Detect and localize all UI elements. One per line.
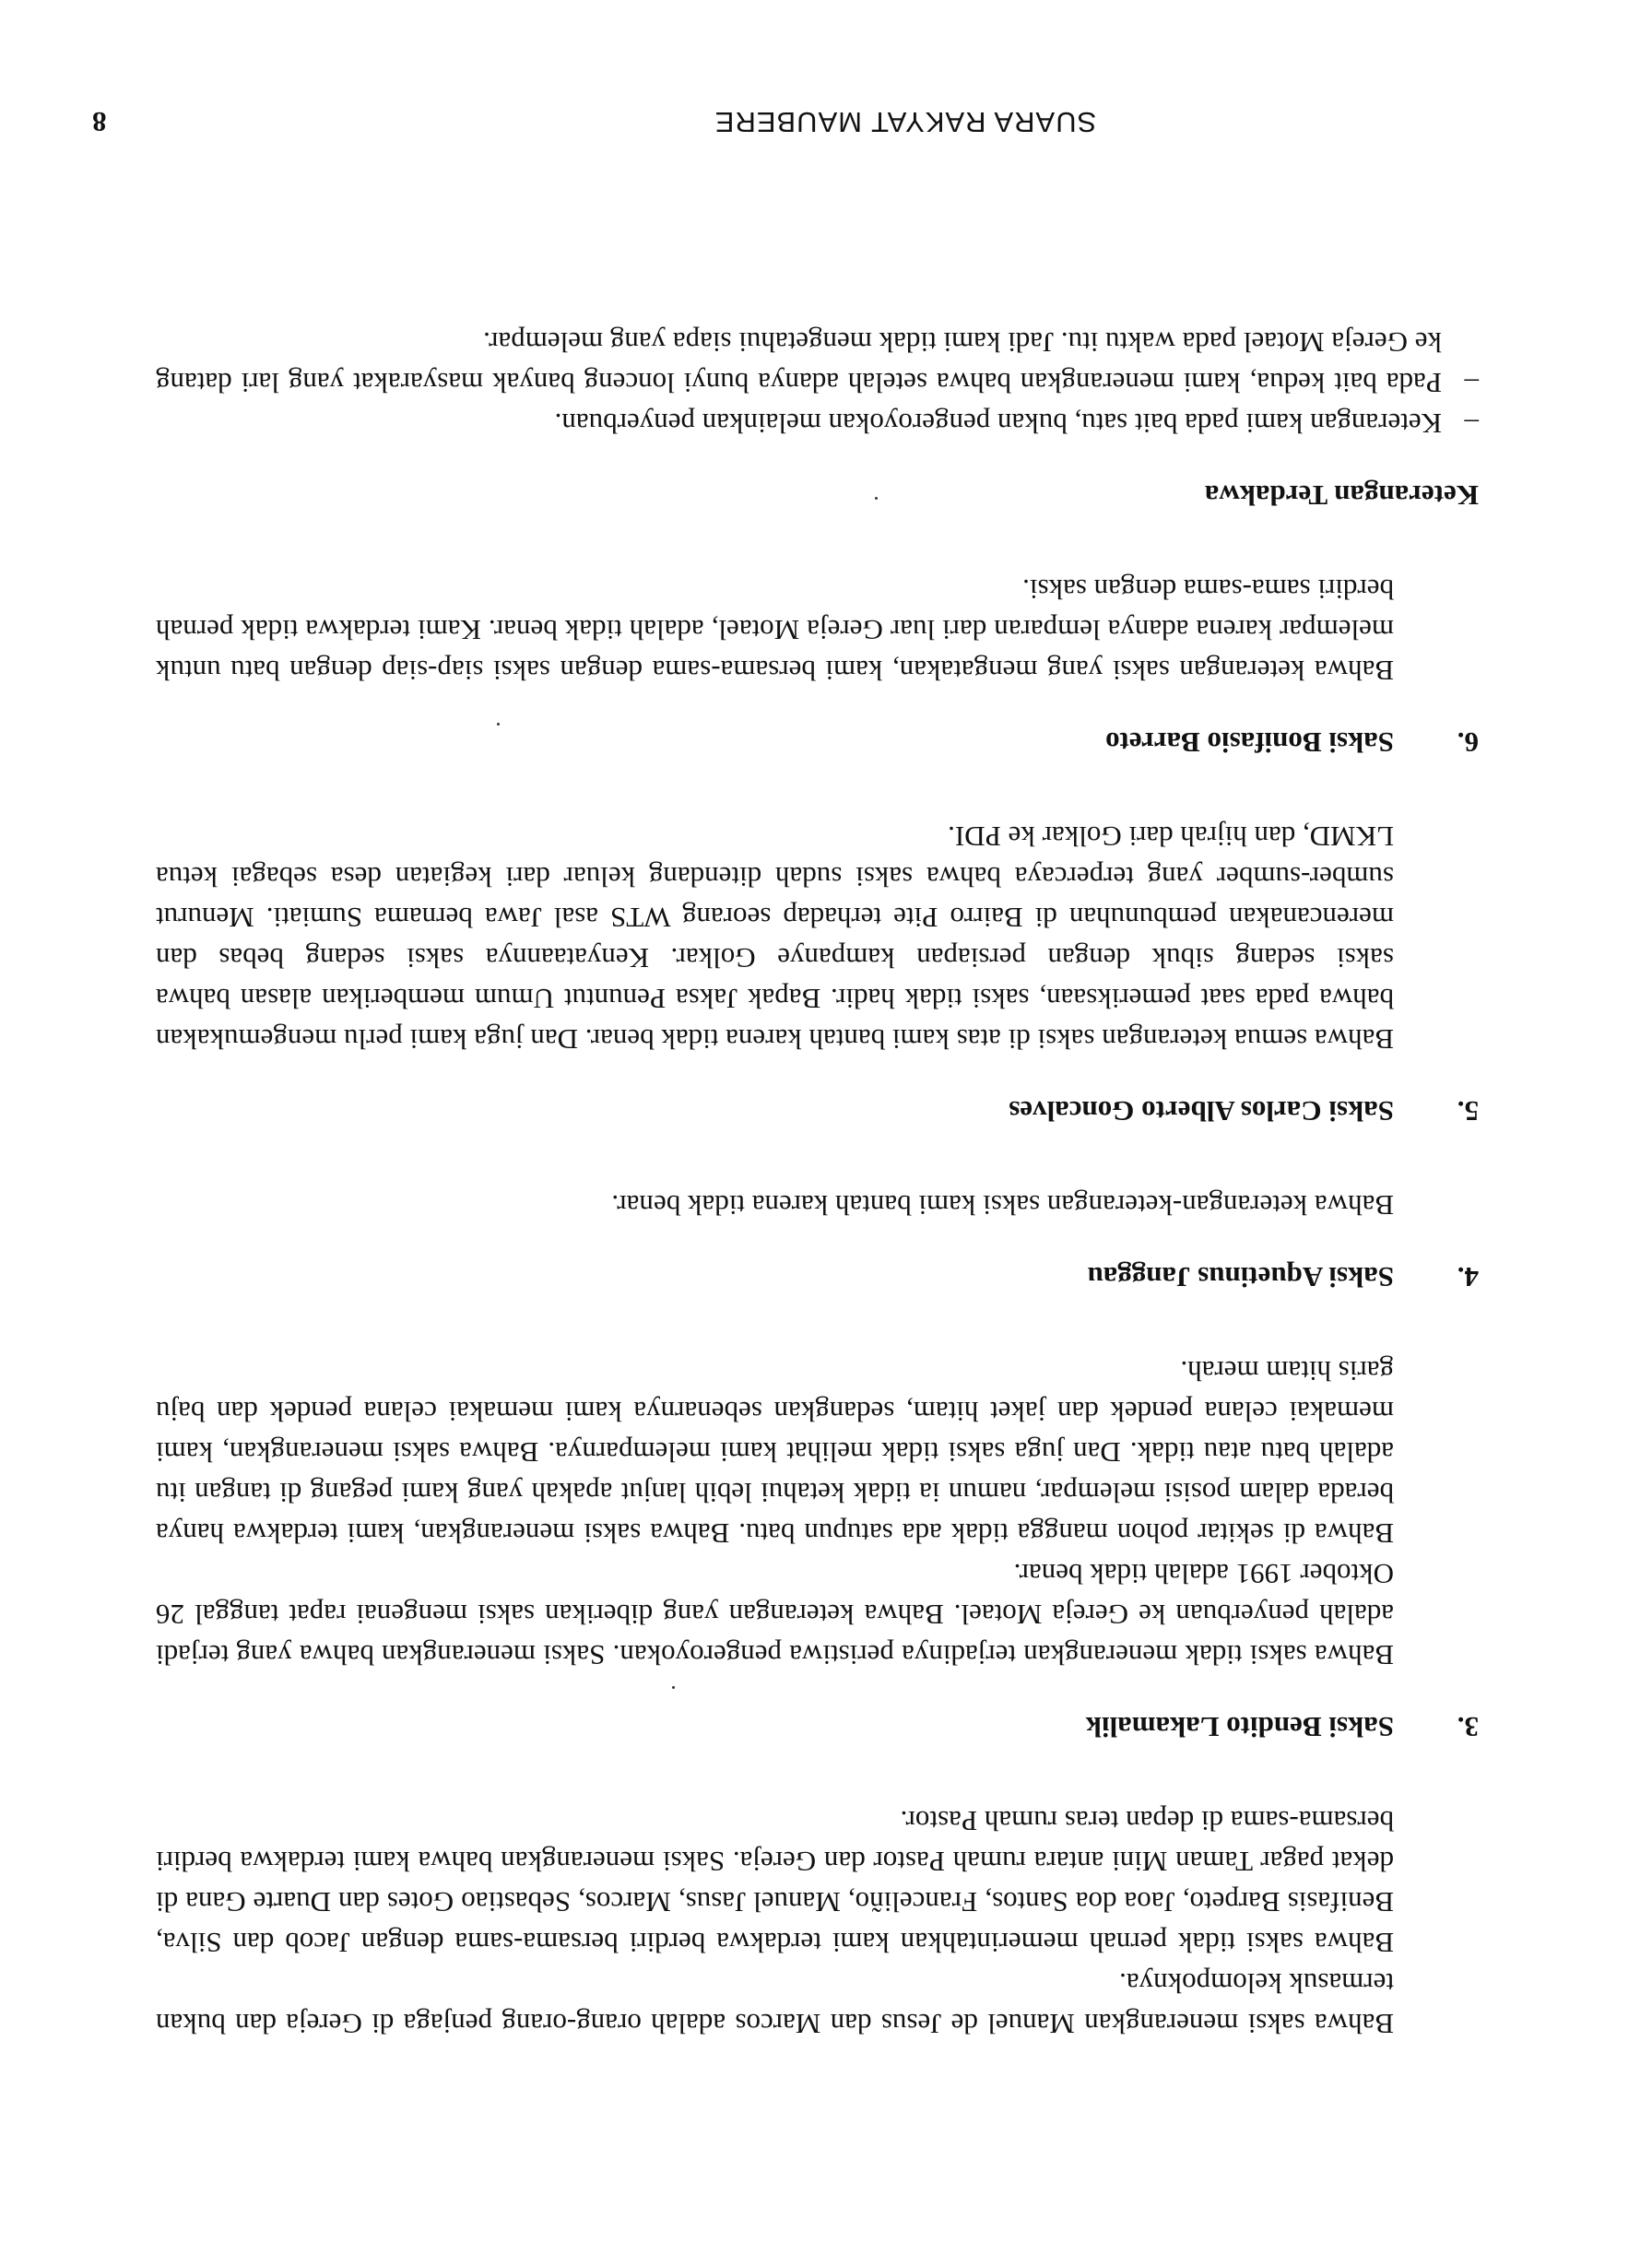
section-5-paragraph-1: Bahwa semua keterangan saksi di atas kami bantah karena tidak benar. Dan juga kami perlu mengemukakan bahwa pada saat pemeriksaan, saksi tidak hadir. Bapak Jaksa Penuntut Umum memberikan alasan bahwa saksi sedang sibuk dengan persiapan kampanye Golkar. Kenyataannya saksi sedang bebas dan merencanakan pembunuhan di Bairro Pite terhadap seorang WTS asal Jawa bernama Sumiati. Menurut sumber-sumber yang terpercaya bahwa saksi sudah ditendang keluar dari kegiatan desa sebagai ketua LKMD, dan hijrah dari Golkar ke PDI.: [156, 820, 1394, 1056]
intro-paragraph-1: Bahwa saksi menerangkan Manuel de Jesus dan Marcos adalah orang-orang penjaga di Gereja dan bukan termasuk kelompoknya.: [156, 1967, 1394, 2040]
section-3-paragraph-2: Bahwa di sekitar pohon mangga tidak ada satupun batu. Bahwa saksi menerangkan, kami terdakwa hanya berada dalam posisi melempar, namun ia tidak ketahui lebih lanjut apakah yang kami pegang di tangan itu adalah batu atau tidak. Dan juga saksi tidak melihat kami melemparnya. Bahwa saksi menerangkan, kami memakai celana pendek dan jaket hitam, sedangkan sebenarnya kami memakai celana pendek dan baju garis hitam merah.: [156, 1355, 1394, 1550]
terdakwa-item: [156, 403, 1479, 443]
section-title: Saksi Aquetinus Janggau: [1087, 1261, 1394, 1293]
section-4-paragraph-1: Bahwa keterangan-keterangan saksi kami bantah karena tidak benar.: [611, 1189, 1394, 1221]
section-3-heading: [156, 1706, 1479, 1747]
page-number: 8: [92, 106, 107, 138]
terdakwa-item-text: Keterangan kami pada bait satu, bukan pengeroyokan melainkan penyerbuan.: [554, 407, 1442, 440]
section-number: 3.: [1457, 1711, 1479, 1743]
section-title: Saksi Bendito Lakamalik: [1085, 1711, 1394, 1743]
section-number: 5.: [1457, 1095, 1479, 1127]
terdakwa-heading: Keterangan Terdakwa: [1204, 479, 1479, 512]
section-6-heading: [156, 722, 1479, 762]
scan-speck: [672, 1686, 675, 1689]
document-body: [156, 322, 1479, 2044]
section-number: 6.: [1457, 726, 1479, 759]
page-footer: [0, 94, 1652, 149]
dash-bullet-icon: –: [1464, 367, 1479, 399]
scan-speck: [497, 723, 500, 726]
section-title: Saksi Carlos Alberto Goncalves: [1009, 1095, 1394, 1127]
scan-speck: [875, 497, 878, 500]
dash-bullet-icon: –: [1464, 407, 1479, 440]
section-6-paragraph-1: Bahwa keterangan saksi yang mengatakan, kami bersama-sama dengan saksi siap-siap dengan batu untuk melempar karena adanya lemparan dari luar Gereja Motael, adalah tidak benar. Kami terdakwa tidak pernah berdiri sama-sama dengan saksi.: [156, 573, 1394, 687]
terdakwa-item: [156, 322, 1479, 403]
terdakwa-item-text: Pada bait kedua, kami menerangkan bahwa setelah adanya bunyi lonceng banyak masyarakat yang lari datang ke Gereja Motael pada waktu itu. Jadi kami tidak mengetahui siapa yang melempar.: [156, 326, 1442, 399]
section-4-heading: [156, 1257, 1479, 1297]
intro-paragraph-2: Bahwa saksi tidak pernah memerintahkan kami terdakwa berdiri bersama-sama dengan Jacob dan Silva, Benifasis Barpeto, Jaoa doa Santos, Franceliño, Manuel Jasus, Marcos, Sebastiao Gotes dan Duarte Gana di dekat pagar Taman Mini antara rumah Pastor dan Gereja. Saksi menerangkan bahwa kami terdakwa berdiri bersama-sama di depan teras rumah Pastor.: [156, 1805, 1394, 1959]
section-number: 4.: [1457, 1261, 1479, 1293]
publication-title: SUARA RAKYAT MAUBERE: [714, 106, 1097, 138]
section-5-heading: [156, 1091, 1479, 1131]
section-3-paragraph-1: Bahwa saksi tidak menerangkan terjadinya peristiwa pengeroyokan. Saksi menerangkan bahwa yang terjadi adalah penyerbuan ke Gereja Motael. Bahwa keterangan yang diberikan saksi mengenai rapat tanggal 26 Oktober 1991 adalah tidak benar.: [156, 1558, 1394, 1671]
section-title: Saksi Bonifasio Barreto: [1105, 726, 1394, 759]
